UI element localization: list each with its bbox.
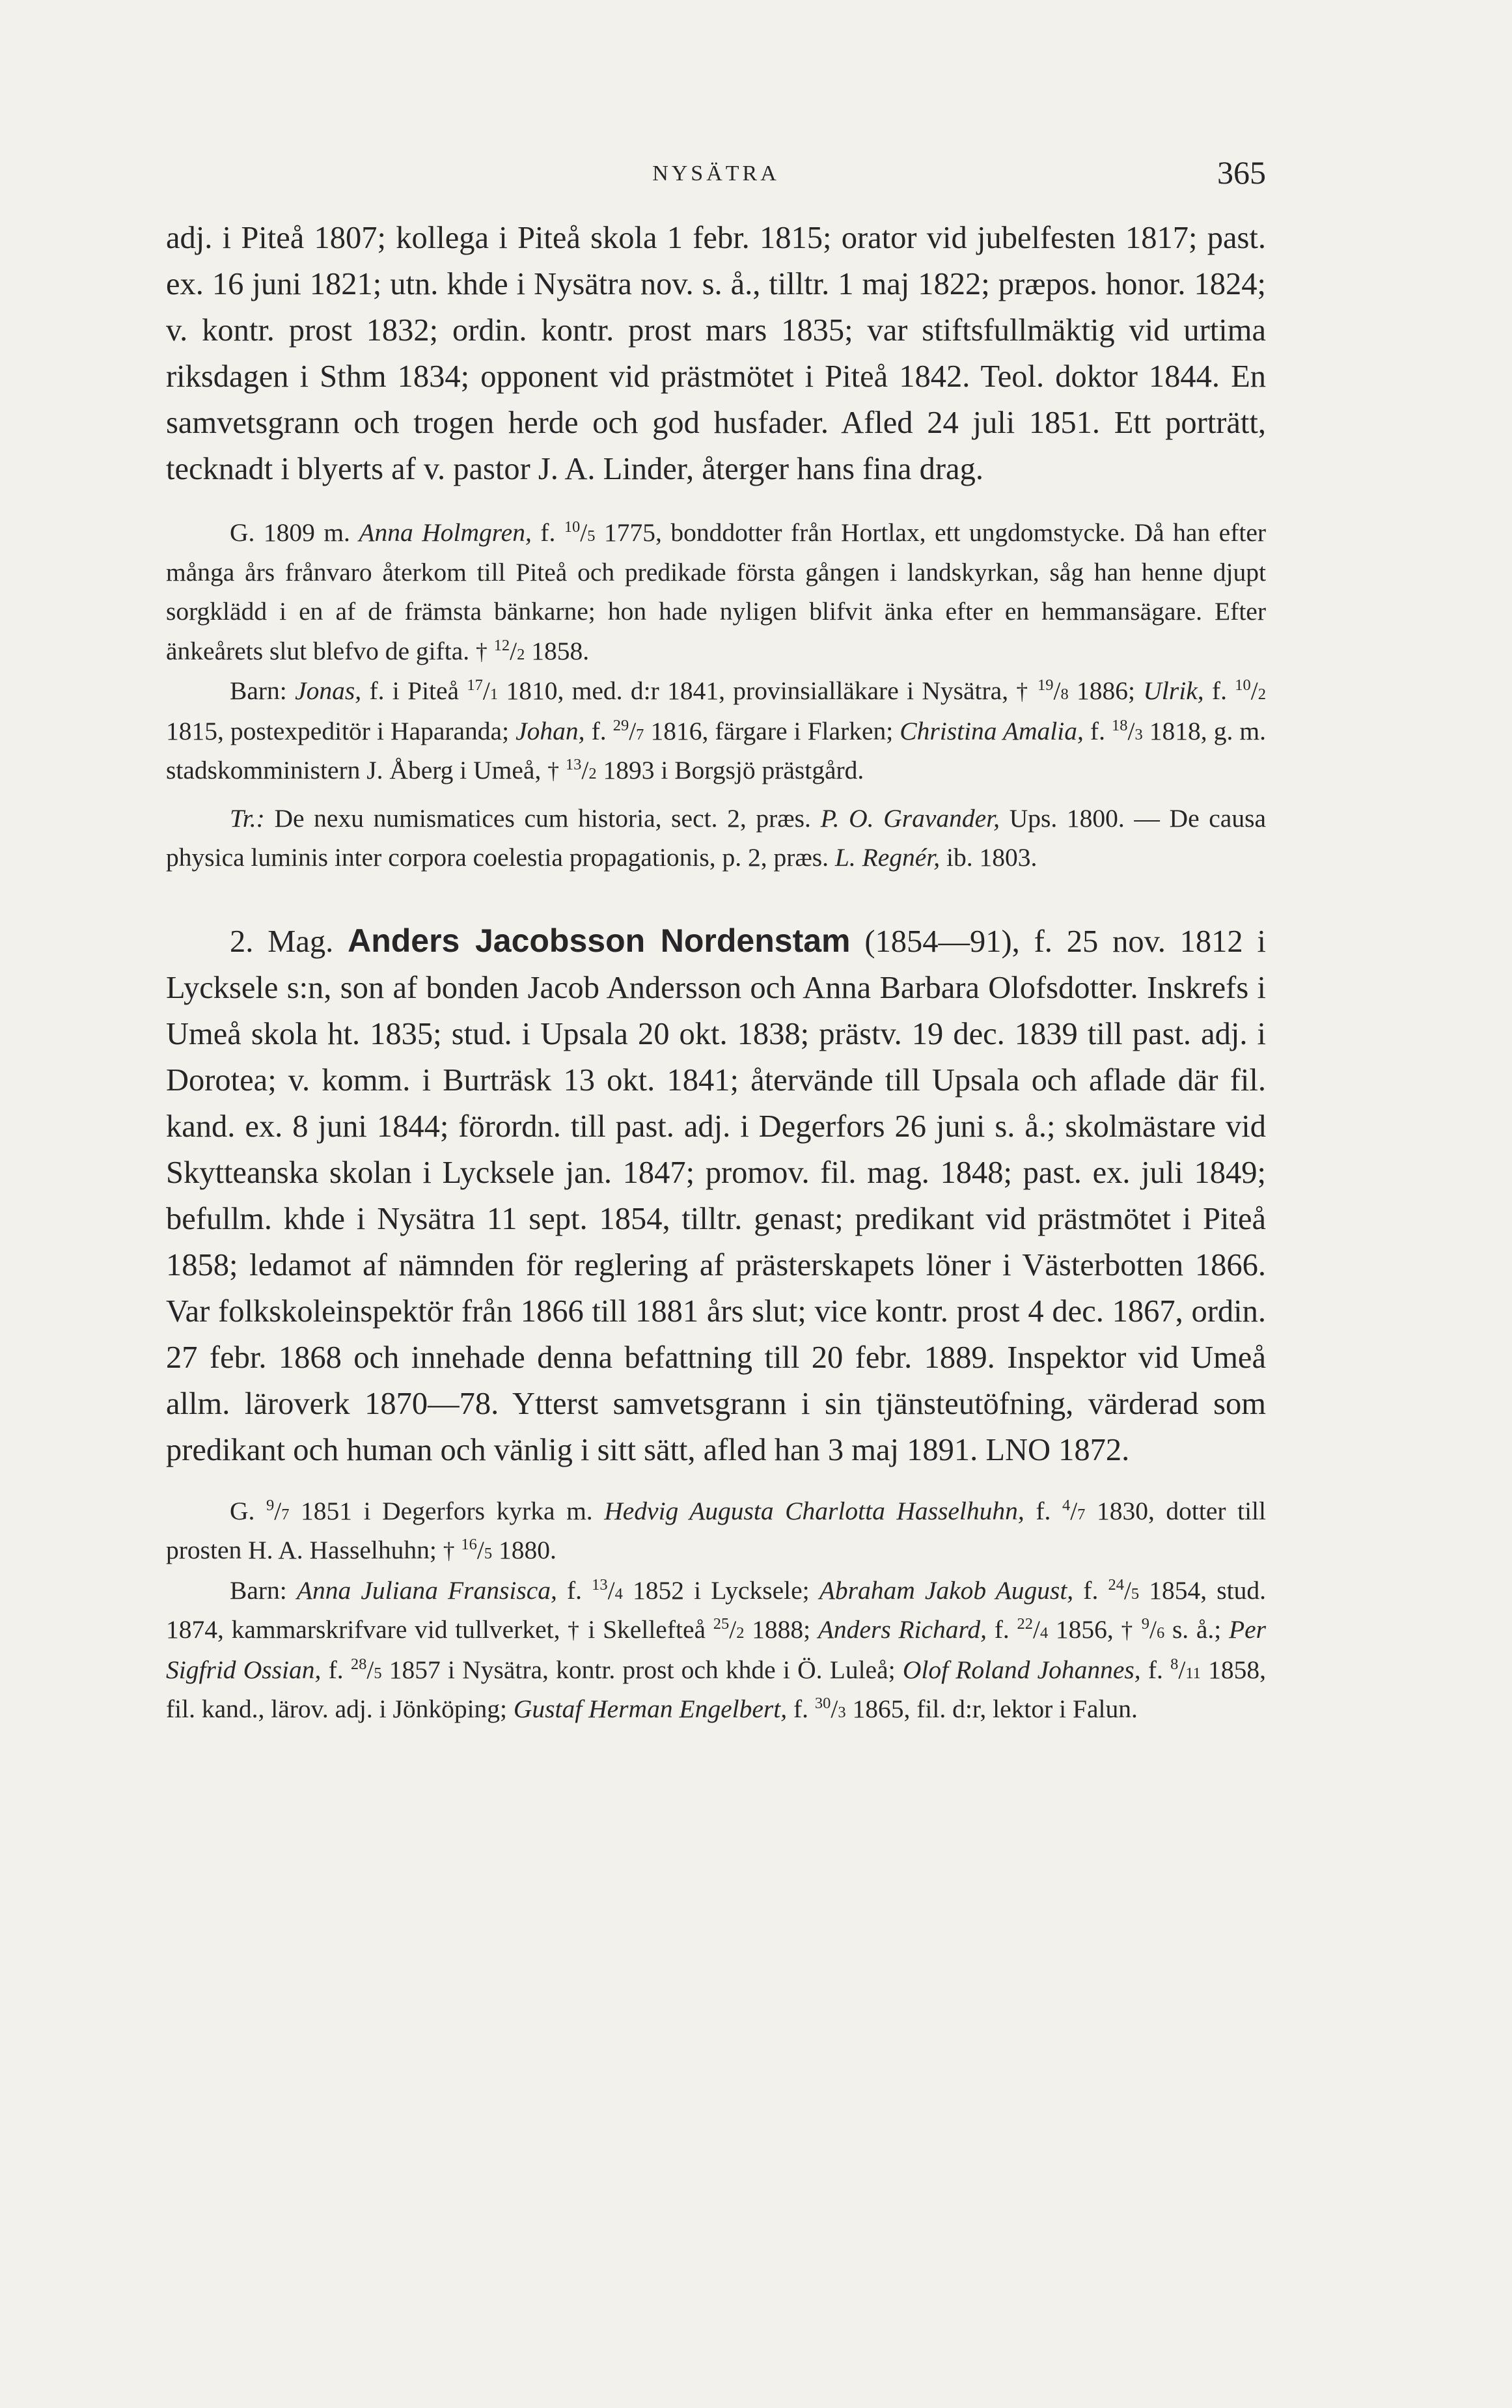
works-label: Tr.: xyxy=(230,803,265,833)
spouse-name: Anna Holmgren, xyxy=(359,518,532,547)
child-name: Abraham Jakob August, xyxy=(819,1575,1074,1605)
child-name: Anna Juliana Fransisca, xyxy=(296,1575,557,1605)
dagger-symbol: † xyxy=(1121,1617,1134,1643)
child-name: Per Sigfrid Ossian, xyxy=(166,1615,1266,1684)
running-title: NYSÄTRA xyxy=(652,161,780,186)
entry-1-biography: adj. i Piteå 1807; kollega i Piteå skola 1 febr. 1815; orator vid jubelfesten 1817; past. ex. 16 juni 1821; utn. khde i Nysätra nov. s. å., tilltr. 1 maj 1822; præpos. honor. 1824; v. kontr. prost 1832; ordin. kontr. prost mars 1835; var stiftsfullmäktig vid urtima riksdagen i Sthm 1834; opponent vid prästmötet i Piteå 1842. Teol. doktor 1844. En samvetsgrann och trogen herde och god husfader. Afled 24 juli 1851. Ett porträtt, tecknadt i blyerts af v. pastor J. A. Linder, återger hans fina drag. xyxy=(166,221,1266,486)
child-name: Johan, xyxy=(515,716,585,745)
praeses-name: P. O. Gravander, xyxy=(820,803,1000,833)
entry-1-children: Barn: Jonas, f. i Piteå $^{17}$/1 1810, med. d:r 1841, provinsialläkare i Nysätra, † $^{19}$/8 1886; Ulrik, f. $^{10}$/2 1815, postexpeditör i Haparanda; Johan, f. $^{29}$/7 1816, färgare i Flarken; Christina Amalia, f. $^{18}$/3 1818, g. m. stadskomministern J. Åberg i Umeå, † $^{13}$/2 1893 i Borgsjö prästgård. xyxy=(166,676,1267,784)
dagger-symbol: † xyxy=(547,758,559,784)
child-name: Gustaf Herman Engelbert, xyxy=(513,1695,788,1723)
spouse-name: Hedvig Augusta Charlotta Hasselhuhn, xyxy=(604,1496,1024,1525)
entry-2-biography: 2. Mag. Anders Jacobsson Nordenstam (1854—91), f. 25 nov. 1812 i Lycksele s:n, son af bonden Jacob Andersson och Anna Barbara Olofsdotter. Inskrefs i Umeå skola ht. 1835; stud. i Upsala 20 okt. 1838; prästv. 19 dec. 1839 till past. adj. i Dorotea; v. komm. i Burträsk 13 okt. 1841; återvände till Upsala och aflade där fil. kand. ex. 8 juni 1844; förordn. till past. adj. i Degerfors 26 juni s. å.; skolmästare vid Skytteanska skolan i Lycksele jan. 1847; promov. fil. mag. 1848; past. ex. juli 1849; befullm. khde i Nysätra 11 sept. 1854, tilltr. genast; predikant vid prästmötet i Piteå 1858; ledamot af nämnden för reglering af prästerskapets löner i Västerbotten 1866. Var folkskoleinspektör från 1866 till 1881 års slut; vice kontr. prost 4 dec. 1867, ordin. 27 febr. 1868 och innehade denna befattning till 20 febr. 1889. Inspektor vid Umeå allm. läroverk 1870—78. Ytterst samvetsgrann i sin tjänsteutöfning, värderad som predikant och human och vänlig i sitt sätt, afled han 3 maj 1891. LNO 1872. xyxy=(166,922,1266,1467)
entry-number: 2. xyxy=(230,924,254,959)
page-body xyxy=(166,215,1266,1729)
page-number: 365 xyxy=(1217,154,1266,191)
dagger-symbol: † xyxy=(476,638,488,665)
dagger-symbol: † xyxy=(568,1617,581,1643)
entry-1-marriage: G. 1809 m. Anna Holmgren, f. $^{10}$/5 1775, bonddotter från Hortlax, ett ungdomstycke. Då han efter många års frånvaro återkom till Piteå och predikade första gången i landskyrkan, såg han henne djupt sorgklädd i en af de främsta bänkarne; hon hade nyligen blifvit änka efter en hemmansägare. Efter änkeårets slut blefvo de gifta. † $^{12}$/2 1858. xyxy=(166,518,1267,665)
child-name: Christina Amalia, xyxy=(900,716,1084,745)
person-name: Anders Jacobsson Nordenstam xyxy=(348,922,851,959)
page-header xyxy=(166,154,1266,199)
child-name: Anders Richard, xyxy=(818,1615,987,1644)
book-page xyxy=(166,0,1266,2408)
child-name: Olof Roland Johannes, xyxy=(902,1655,1141,1684)
dagger-symbol: † xyxy=(443,1538,455,1564)
entry-1-works: Tr.: De nexu numismatices cum historia, sect. 2, præs. P. O. Gravander, Ups. 1800. — De causa physica luminis inter corpora coelestia propagationis, p. 2, præs. L. Regnér, ib. 1803. xyxy=(166,803,1266,872)
entry-2-children: Barn: Anna Juliana Fransisca, f. $^{13}$/4 1852 i Lycksele; Abraham Jakob August, f. $^{24}$/5 1854, stud. 1874, kammarskrifvare vid tullverket, † i Skellefteå $^{25}$/2 1888; Anders Richard, f. $^{22}$/4 1856, † $^9$/6 s. å.; Per Sigfrid Ossian, f. $^{28}$/5 1857 i Nysätra, kontr. prost och khde i Ö. Luleå; Olof Roland Johannes, f. $^8$/11 1858, fil. kand., lärov. adj. i Jönköping; Gustaf Herman Engelbert, f. $^{30}$/3 1865, fil. d:r, lektor i Falun. xyxy=(166,1575,1267,1723)
praeses-name: L. Regnér, xyxy=(834,843,941,872)
child-name: Jonas, xyxy=(295,676,362,705)
entry-2-marriage: G. $^9$/7 1851 i Degerfors kyrka m. Hedvig Augusta Charlotta Hasselhuhn, f. $^4$/7 1830, dotter till prosten H. A. Hasselhuhn; † $^{16}$/5 1880. xyxy=(166,1496,1267,1564)
dagger-symbol: † xyxy=(1016,678,1030,704)
child-name: Ulrik, xyxy=(1143,676,1204,705)
